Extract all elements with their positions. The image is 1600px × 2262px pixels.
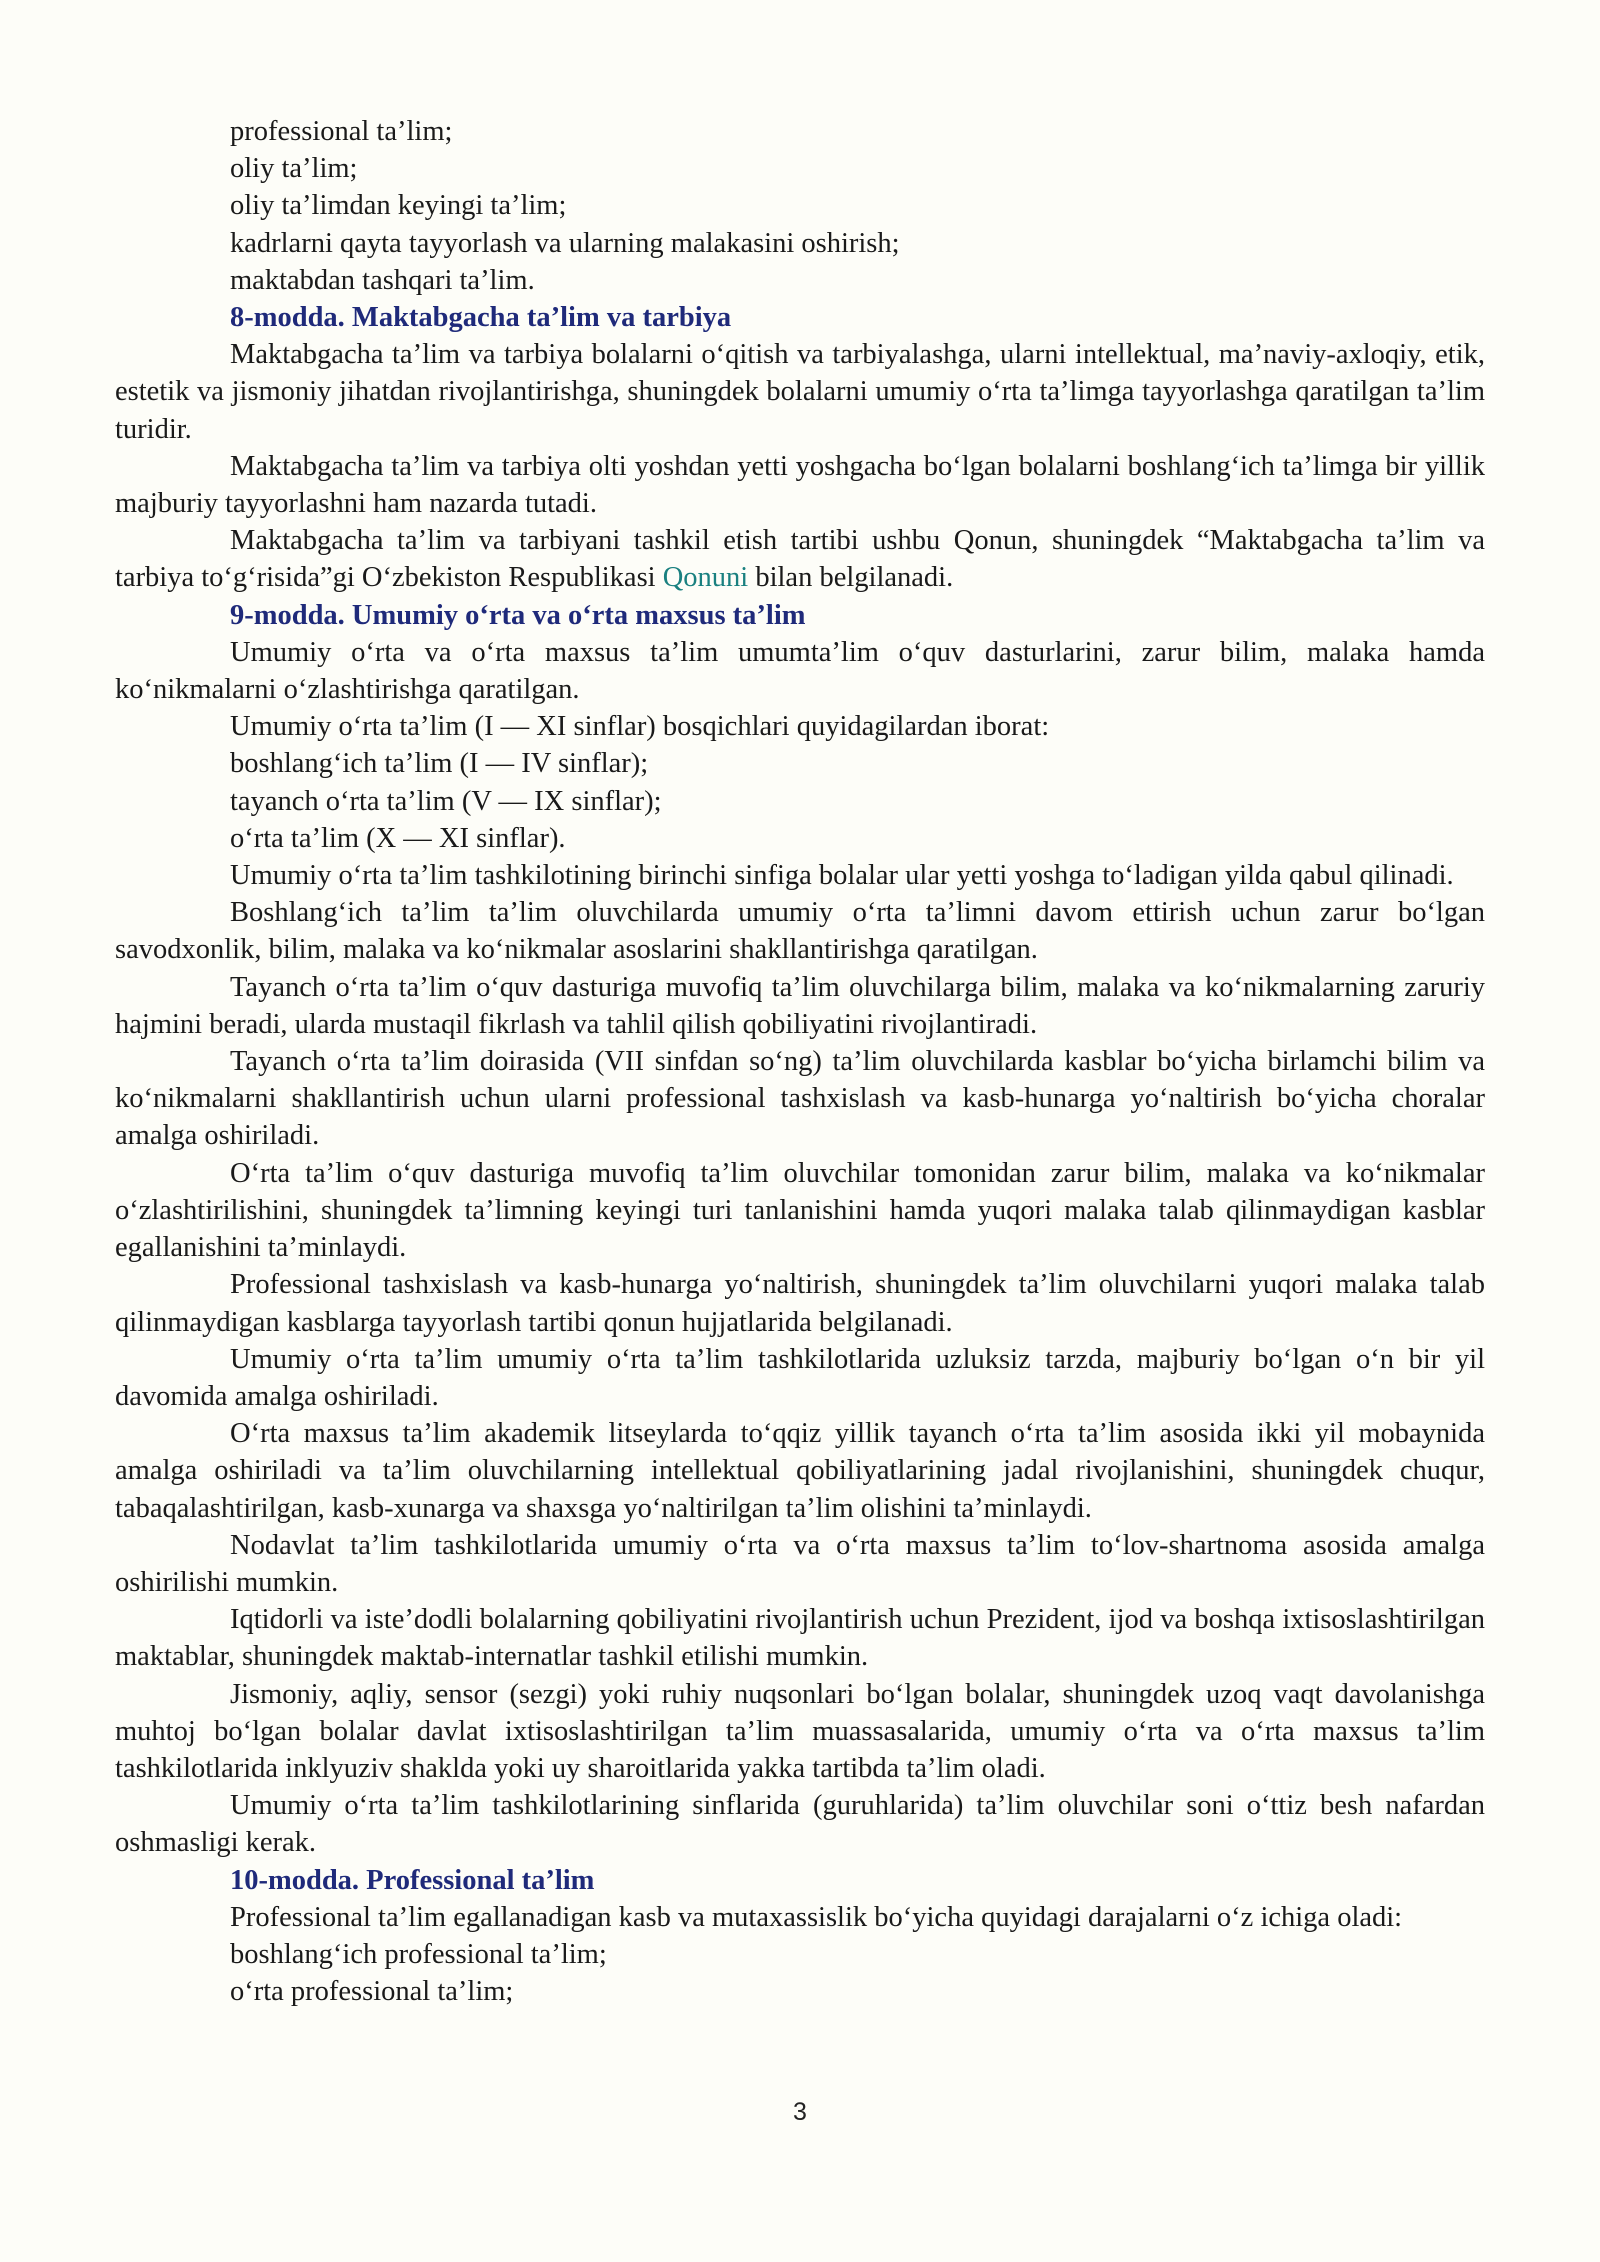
paragraph: Boshlang‘ich ta’lim ta’lim oluvchilarda umumiy o‘rta ta’limni davom ettirish uchun zarur bo‘lgan savodxonlik, bilim, malaka va ko‘nikmalar asoslarini shakllantirishga qaratilgan.: [115, 897, 1485, 966]
paragraph: [115, 522, 1485, 596]
paragraph: Maktabgacha ta’lim va tarbiya olti yoshdan yetti yoshgacha bo‘lgan bolalarni boshlang‘ich ta’limga bir yillik majburiy tayyorlashni ham nazarda tutadi.: [115, 450, 1485, 520]
article-10-heading: 10-modda. Professional ta’lim: [230, 1864, 595, 1896]
paragraph: Professional tashxislash va kasb-hunarga yo‘naltirish, shuningdek ta’lim oluvchilarni yuqori malaka talab qilinmaydigan kasblarga tayyorlash tartibi qonun hujjatlarida belgilanadi.: [115, 1269, 1485, 1338]
list-item: tayanch o‘rta ta’lim (V — IX sinflar);: [230, 785, 662, 817]
paragraph: Professional ta’lim egallanadigan kasb va mutaxassislik bo‘yicha quyidagi darajalarni o‘z ichiga oladi:: [230, 1901, 1403, 1933]
list-item: kadrlarni qayta tayyorlash va ularning malakasini oshirish;: [230, 227, 900, 259]
paragraph: Tayanch o‘rta ta’lim doirasida (VII sinfdan so‘ng) ta’lim oluvchilarda kasblar bo‘yicha birlamchi bilim va ko‘nikmalarni shakllantirish uchun ularni professional tashxislash va kasb-hunarga yo‘naltirish bo‘yicha choralar amalga oshiriladi.: [115, 1046, 1485, 1152]
paragraph-text: Maktabgacha ta’lim va tarbiyani tashkil etish tartibi ushbu Qonun, shuningdek “Maktabgacha ta’lim va tarbiya to‘g‘risida”gi O‘zbekiston Respublikasi: [115, 525, 1485, 594]
list-item: oliy ta’lim;: [230, 153, 358, 185]
paragraph: Umumiy o‘rta ta’lim tashkilotlarining sinflarida (guruhlarida) ta’lim oluvchilar soni o‘ttiz besh nafardan oshmasligi kerak.: [115, 1790, 1485, 1859]
document-body: [115, 113, 1485, 2010]
article-9-heading: 9-modda. Umumiy o‘rta va o‘rta maxsus ta’lim: [230, 599, 806, 631]
paragraph: Umumiy o‘rta ta’lim (I — XI sinflar) bosqichlari quyidagilardan iborat:: [230, 711, 1050, 743]
law-link[interactable]: Qonuni: [662, 562, 749, 594]
list-item: o‘rta professional ta’lim;: [230, 1976, 514, 2008]
list-item: o‘rta ta’lim (X — XI sinflar).: [230, 822, 566, 854]
paragraph: Tayanch o‘rta ta’lim o‘quv dasturiga muvofiq ta’lim oluvchilarga bilim, malaka va ko‘nikmalarning zaruriy hajmini beradi, ularda mustaqil fikrlash va tahlil qilish qobiliyatini rivojlantiradi.: [115, 971, 1485, 1040]
paragraph-text: bilan belgilanadi.: [748, 562, 954, 594]
paragraph: Umumiy o‘rta va o‘rta maxsus ta’lim umumta’lim o‘quv dasturlarini, zarur bilim, malaka hamda ko‘nikmalarni o‘zlashtirishga qaratilgan.: [115, 636, 1485, 706]
paragraph: Maktabgacha ta’lim va tarbiya bolalarni o‘qitish va tarbiyalashga, ularni intellektual, ma’naviy-axloqiy, etik, estetik va jismoniy jihatdan rivojlantirishga, shuningdek bolalarni umumiy o‘rta ta’limga tayyorlashga qaratilgan ta’lim turidir.: [115, 339, 1485, 445]
paragraph: Umumiy o‘rta ta’lim umumiy o‘rta ta’lim tashkilotlarida uzluksiz tarzda, majburiy bo‘lgan o‘n bir yil davomida amalga oshiriladi.: [115, 1343, 1485, 1412]
paragraph: Jismoniy, aqliy, sensor (sezgi) yoki ruhiy nuqsonlari bo‘lgan bolalar, shuningdek uzoq vaqt davolanishga muhtoj bo‘lgan bolalar davlat ixtisoslashtirilgan ta’lim muassasalarida, umumiy o‘rta va o‘rta maxsus ta’lim tashkilotlarida inklyuziv shaklda yoki uy sharoitlarida yakka tartibda ta’lim oladi.: [115, 1678, 1485, 1784]
paragraph: Umumiy o‘rta ta’lim tashkilotining birinchi sinfiga bolalar ular yetti yoshga to‘ladigan yilda qabul qilinadi.: [230, 860, 1454, 892]
list-item: maktabdan tashqari ta’lim.: [230, 264, 535, 296]
list-item: professional ta’lim;: [230, 116, 453, 147]
list-item: oliy ta’limdan keyingi ta’lim;: [230, 190, 567, 222]
list-item: boshlang‘ich ta’lim (I — IV sinflar);: [230, 748, 649, 780]
paragraph: O‘rta maxsus ta’lim akademik litseylarda to‘qqiz yillik tayanch o‘rta ta’lim asosida ikki yil mobaynida amalga oshiriladi va ta’lim oluvchilarning intellektual qobiliyatlarining jadal rivojlanishini, shuningdek chuqur, tabaqalashtirilgan, kasb-xunarga va shaxsga yo‘naltirilgan ta’lim olishini ta’minlaydi.: [115, 1418, 1485, 1524]
paragraph: Iqtidorli va iste’dodli bolalarning qobiliyatini rivojlantirish uchun Prezident, ijod va boshqa ixtisoslashtirilgan maktablar, shuningdek maktab-internatlar tashkil etilishi mumkin.: [115, 1604, 1485, 1673]
list-item: boshlang‘ich professional ta’lim;: [230, 1938, 607, 1970]
paragraph: O‘rta ta’lim o‘quv dasturiga muvofiq ta’lim oluvchilar tomonidan zarur bilim, malaka va ko‘nikmalar o‘zlashtirilishini, shuningdek ta’limning keyingi turi tanlanishini hamda yuqori malaka talab qilinmaydigan kasblar egallanishini ta’minlaydi.: [115, 1157, 1485, 1264]
article-8-heading: 8-modda. Maktabgacha ta’lim va tarbiya: [230, 302, 732, 334]
paragraph: Nodavlat ta’lim tashkilotlarida umumiy o‘rta va o‘rta maxsus ta’lim to‘lov-shartnoma asosida amalga oshirilishi mumkin.: [115, 1529, 1485, 1598]
page-number: 3: [793, 2098, 807, 2126]
